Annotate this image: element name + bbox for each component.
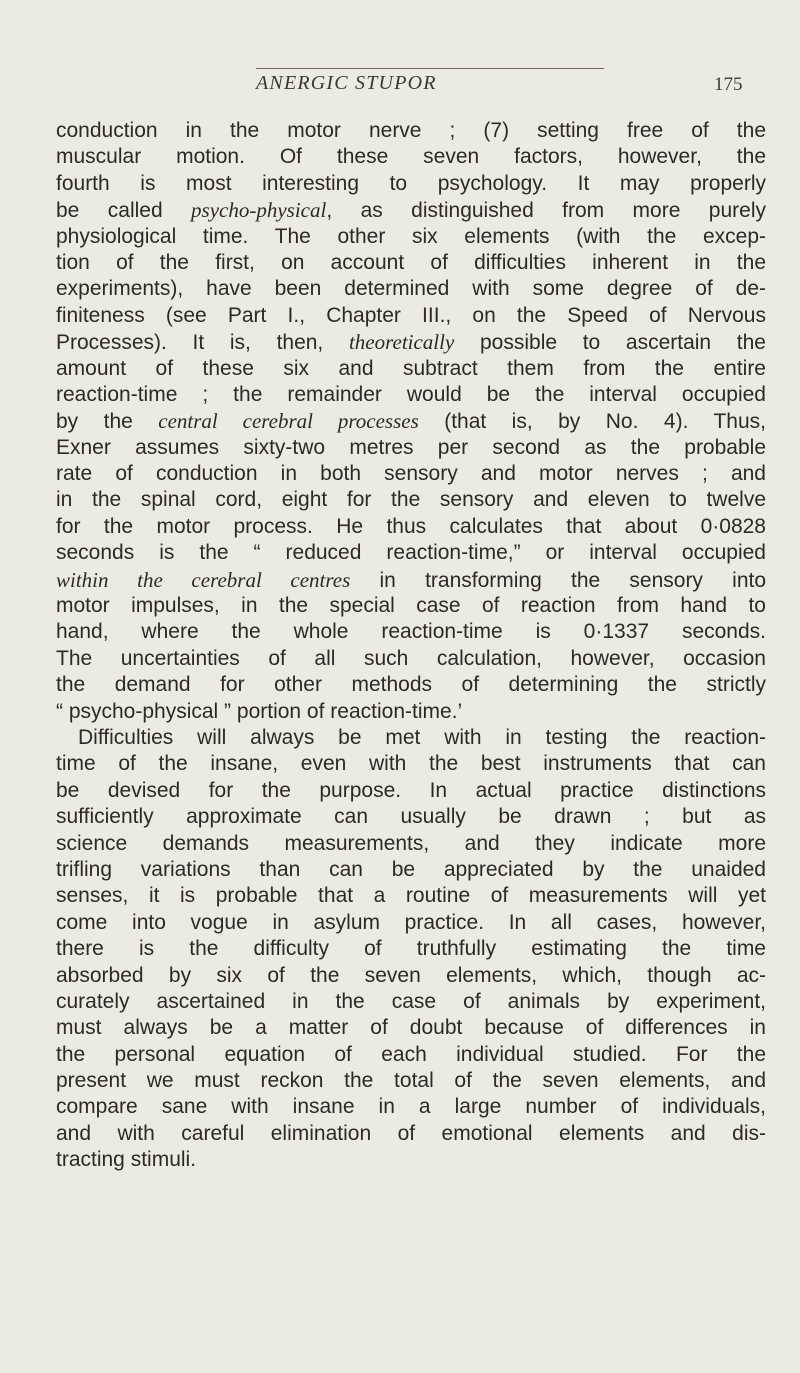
text-line: Difficulties will always be met with in testing the reaction- <box>78 725 766 749</box>
text-line: be devised for the purpose. In actual practice distinctions <box>56 778 766 802</box>
text-line: The uncertainties of all such calculation, however, occasion <box>56 646 766 670</box>
text-line: compare sane with insane in a large number of individuals, <box>56 1095 766 1119</box>
text-line: there is the difficulty of truthfully estimating the time <box>56 937 766 961</box>
text-line: experiments), have been determined with some degree of de- <box>56 277 766 301</box>
text-line: and with careful elimination of emotional elements and dis- <box>56 1121 766 1145</box>
running-head: ANERGIC STUPOR <box>256 72 437 94</box>
text-line: absorbed by six of the seven elements, which, though ac- <box>56 963 766 987</box>
text-line: “ psycho-physical ” portion of reaction-time.’ <box>56 699 463 723</box>
text-line: Processes). It is, then, theoretically possible to ascertain the <box>56 330 766 355</box>
page-header <box>0 70 800 106</box>
text-line: for the motor process. He thus calculates that about 0·0828 <box>56 514 766 538</box>
text-line: science demands measurements, and they indicate more <box>56 831 766 855</box>
italic-term: psycho-physical <box>191 198 327 223</box>
text-line: time of the insane, even with the best instruments that can <box>56 752 766 776</box>
text-line: seconds is the “ reduced reaction-time,” or interval occupied <box>56 541 766 565</box>
text-line: reaction-time ; the remainder would be the interval occupied <box>56 382 766 406</box>
text-line: conduction in the motor nerve ; (7) setting free of the <box>56 119 766 142</box>
text-line: sufficiently approximate can usually be drawn ; but as <box>56 805 766 829</box>
text-line: rate of conduction in both sensory and motor nerves ; and <box>56 462 766 486</box>
text-line: within the cerebral centres in transforming the sensory into <box>56 567 767 592</box>
text-line: present we must reckon the total of the seven elements, and <box>56 1069 766 1093</box>
text-line: must always be a matter of doubt because of differences in <box>56 1016 766 1040</box>
italic-term: within the cerebral centres <box>56 567 351 592</box>
body-text <box>56 118 766 1174</box>
text-line: trifling variations than can be appreciated by the unaided <box>56 857 766 881</box>
text-line: be called psycho-physical, as distinguished from more purely <box>56 198 767 223</box>
text-line: the demand for other methods of determining the strictly <box>56 673 766 697</box>
text-line: curately ascertained in the case of animals by experiment, <box>56 989 766 1013</box>
text-line: senses, it is probable that a routine of measurements will yet <box>56 884 766 908</box>
page-number: 175 <box>714 74 743 95</box>
text-line: tracting stimuli. <box>56 1148 197 1172</box>
text-line: Exner assumes sixty-two metres per second as the probable <box>56 435 766 459</box>
text-line: muscular motion. Of these seven factors, however, the <box>56 145 766 169</box>
text-line: motor impulses, in the special case of reaction from hand to <box>56 594 766 618</box>
text-line: by the central cerebral processes (that is, by No. 4). Thus, <box>56 409 766 434</box>
text-line: the personal equation of each individual studied. For the <box>56 1042 766 1066</box>
text-line: finiteness (see Part I., Chapter III., on the Speed of Nervous <box>56 303 766 327</box>
text-line: amount of these six and subtract them from the entire <box>56 356 766 380</box>
text-line: tion of the first, on account of difficulties inherent in the <box>56 250 766 274</box>
text-line: in the spinal cord, eight for the sensory and eleven to twelve <box>56 488 766 512</box>
text-line: physiological time. The other six elements (with the excep- <box>56 224 766 248</box>
italic-term: theoretically <box>348 330 455 355</box>
text-line: hand, where the whole reaction-time is 0·1337 seconds. <box>56 620 766 644</box>
header-rule <box>256 68 604 69</box>
text-line: come into vogue in asylum practice. In all cases, however, <box>56 910 766 934</box>
text-line: fourth is most interesting to psychology. It may properly <box>56 171 766 195</box>
italic-term: central cerebral processes <box>158 409 419 434</box>
